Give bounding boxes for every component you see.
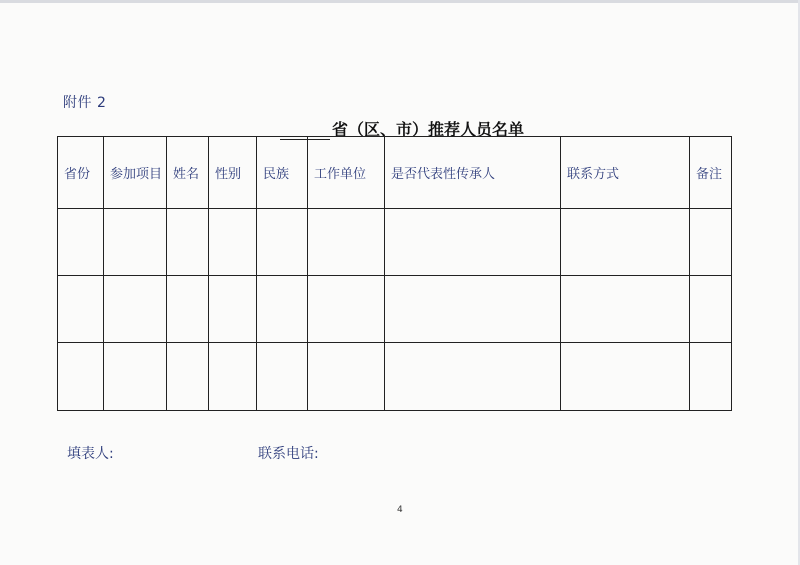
table-header-row xyxy=(58,137,732,209)
header-project: 参加项目 xyxy=(104,137,167,209)
header-ethnicity: 民族 xyxy=(257,137,308,209)
table-cell xyxy=(308,208,385,275)
table-cell xyxy=(104,343,167,411)
table-row xyxy=(58,276,732,343)
scan-edge-top xyxy=(0,0,800,3)
attachment-label: 附件 2 xyxy=(63,95,107,111)
form-filler-label: 填表人: xyxy=(67,446,114,462)
header-name: 姓名 xyxy=(167,137,209,209)
table-row xyxy=(58,208,732,275)
table-cell xyxy=(58,343,104,411)
table-cell xyxy=(209,208,257,275)
table-cell xyxy=(104,276,167,343)
table-cell xyxy=(561,276,690,343)
table-cell xyxy=(690,343,732,411)
header-gender: 性别 xyxy=(209,137,257,209)
header-province: 省份 xyxy=(58,137,104,209)
header-remarks: 备注 xyxy=(690,137,732,209)
title-text: 省（区、市）推荐人员名单 xyxy=(332,120,525,139)
table-cell xyxy=(385,276,561,343)
table-cell xyxy=(385,208,561,275)
table-cell xyxy=(58,276,104,343)
table-cell xyxy=(385,343,561,411)
table-cell xyxy=(257,343,308,411)
table-cell xyxy=(209,343,257,411)
table-cell xyxy=(690,276,732,343)
table-cell xyxy=(104,208,167,275)
table-cell xyxy=(58,208,104,275)
table-cell xyxy=(167,208,209,275)
table-cell xyxy=(308,276,385,343)
header-work-unit: 工作单位 xyxy=(308,137,385,209)
table-cell xyxy=(561,343,690,411)
table-cell xyxy=(167,343,209,411)
table-cell xyxy=(257,208,308,275)
contact-phone-label: 联系电话: xyxy=(258,446,319,462)
table-cell xyxy=(209,276,257,343)
table-cell xyxy=(308,343,385,411)
page-number: 4 xyxy=(397,505,403,515)
table-cell xyxy=(561,208,690,275)
table-cell xyxy=(690,208,732,275)
table-cell xyxy=(257,276,308,343)
table-cell xyxy=(167,276,209,343)
recommended-personnel-table xyxy=(57,136,732,411)
header-contact: 联系方式 xyxy=(561,137,690,209)
table-row xyxy=(58,343,732,411)
header-representative-inheritor: 是否代表性传承人 xyxy=(385,137,561,209)
